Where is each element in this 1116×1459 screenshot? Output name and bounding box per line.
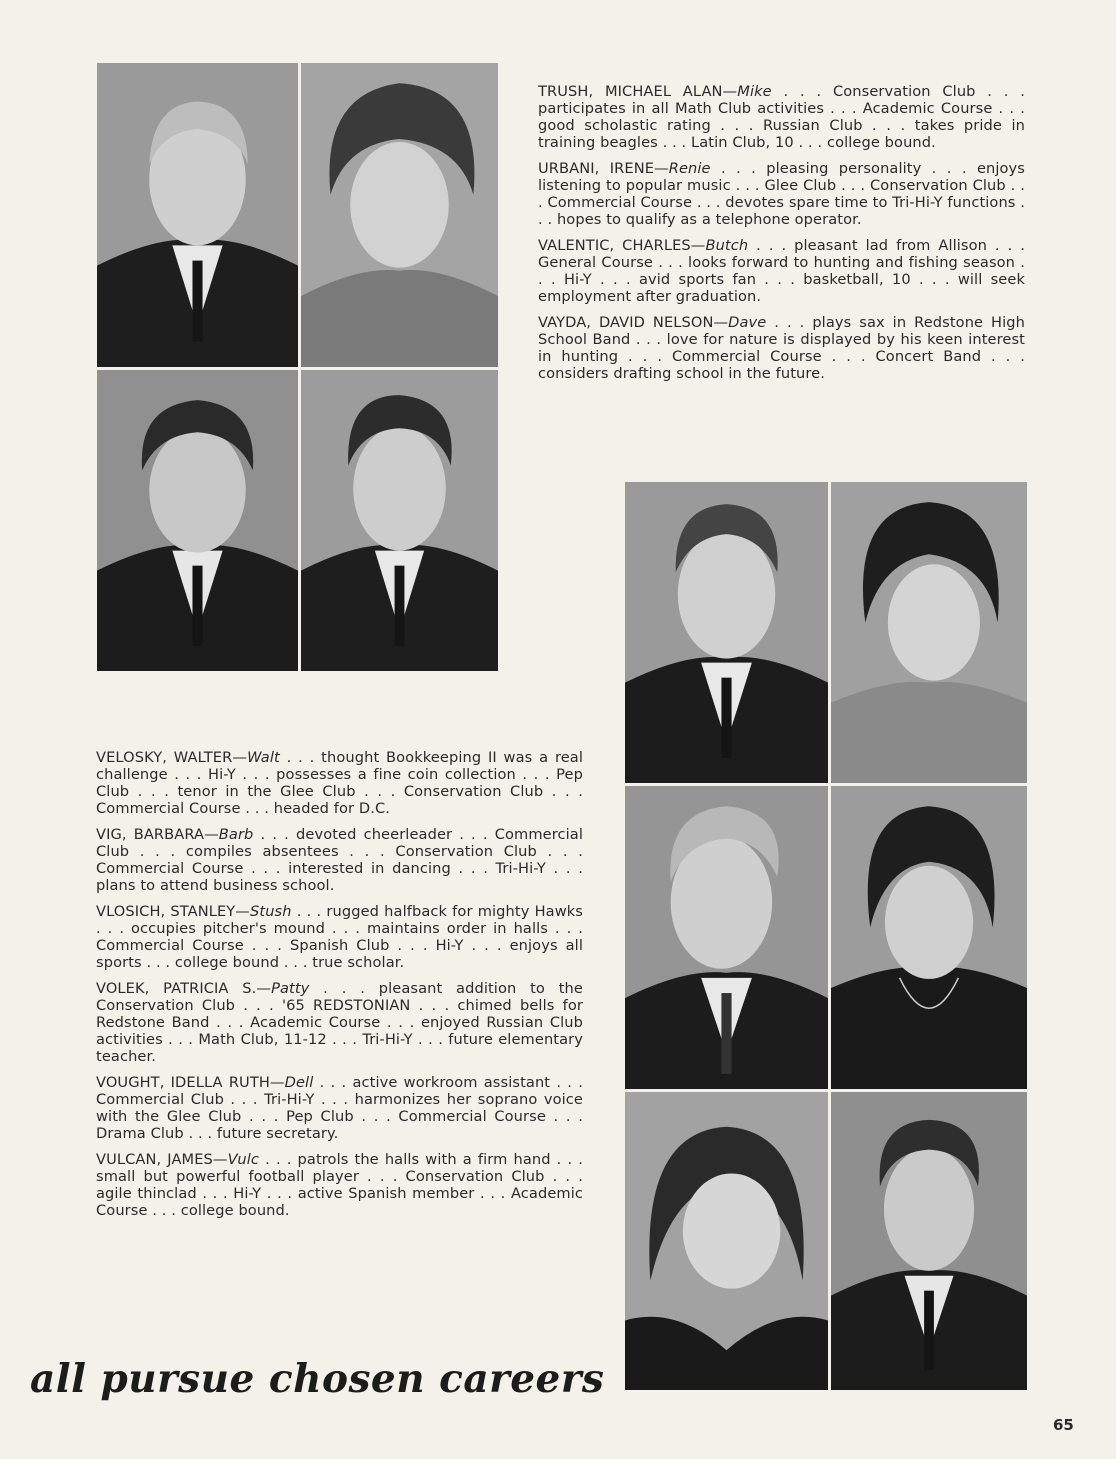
page-motto: all pursue chosen careers xyxy=(30,1356,605,1402)
bio-urbani: URBANI, IRENE—Renie . . . pleasing personality . . . enjoys listening to popular music . . . Glee Club . . . Conservation Club . . . Commercial Course . . . devotes spare time to Tri-Hi-Y functions . . . hopes to qualify as a telephone operator. xyxy=(538,160,1025,228)
portrait-vig-barbara xyxy=(831,482,1027,783)
bio-velosky: VELOSKY, WALTER—Walt . . . thought Bookkeeping II was a real challenge . . . Hi-Y . . . possesses a fine coin collection . . . Pep Club . . . tenor in the Glee Club . . . Conservation Club . . . Commercial Course . . . headed for D.C. xyxy=(96,749,584,817)
bio-trush: TRUSH, MICHAEL ALAN—Mike . . . Conservation Club . . . participates in all Math Club activities . . . Academic Course . . . good scholastic rating . . . Russian Club . . . takes pride in training beagles . . . Latin Club, 10 . . . college bound. xyxy=(538,83,1025,151)
portrait-vulcan-james xyxy=(831,1092,1027,1390)
page-number: 65 xyxy=(1053,1416,1074,1434)
bio-valentic: VALENTIC, CHARLES—Butch . . . pleasant lad from Allison . . . General Course . . . looks forward to hunting and fishing season . . . Hi-Y . . . avid sports fan . . . basketball, 10 . . . will seek employment after graduation. xyxy=(538,237,1025,305)
bio-column-top xyxy=(538,83,1025,391)
portrait-urbani-irene xyxy=(301,63,498,367)
bio-vulcan: VULCAN, JAMES—Vulc . . . patrols the halls with a firm hand . . . small but powerful football player . . . Conservation Club . . . agile thinclad . . . Hi-Y . . . active Spanish member . . . Academic Course . . . college bound. xyxy=(96,1151,583,1219)
bio-vayda: VAYDA, DAVID NELSON—Dave . . . plays sax in Redstone High School Band . . . love for nature is displayed by his keen interest in hunting . . . Commercial Course . . . Concert Band . . . considers drafting school in the future. xyxy=(538,314,1025,382)
portrait-vought-idella xyxy=(625,1092,828,1390)
bio-vought: VOUGHT, IDELLA RUTH—Dell . . . active workroom assistant . . . Commercial Club . . . Tri-Hi-Y . . . harmonizes her soprano voice with the Glee Club . . . Pep Club . . . Commercial Course . . . Drama Club . . . future secretary. xyxy=(96,1074,584,1142)
portrait-velosky-walter xyxy=(625,482,828,783)
portrait-trush-michael xyxy=(97,63,298,367)
bio-volek: VOLEK, PATRICIA S.—Patty . . . pleasant addition to the Conservation Club . . . '65 REDSTONIAN . . . chimed bells for Redstone Band . . . Academic Course . . . enjoyed Russian Club activities . . . Math Club, 11-12 . . . Tri-Hi-Y . . . future elementary teacher. xyxy=(96,980,583,1065)
portrait-vayda-david xyxy=(301,370,498,671)
portrait-volek-patricia xyxy=(831,786,1027,1089)
bio-column-bottom xyxy=(96,749,583,1228)
portrait-valentic-charles xyxy=(97,370,298,671)
bio-vig: VIG, BARBARA—Barb . . . devoted cheerleader . . . Commercial Club . . . compiles absentees . . . Conservation Club . . . Commercial Course . . . interested in dancing . . . Tri-Hi-Y . . . plans to attend business school. xyxy=(96,826,584,894)
bio-vlosich: VLOSICH, STANLEY—Stush . . . rugged halfback for mighty Hawks . . . occupies pitcher's mound . . . maintains order in halls . . . Commercial Course . . . Spanish Club . . . Hi-Y . . . enjoys all sports . . . college bound . . . true scholar. xyxy=(96,903,583,971)
portrait-vlosich-stanley xyxy=(625,786,828,1089)
